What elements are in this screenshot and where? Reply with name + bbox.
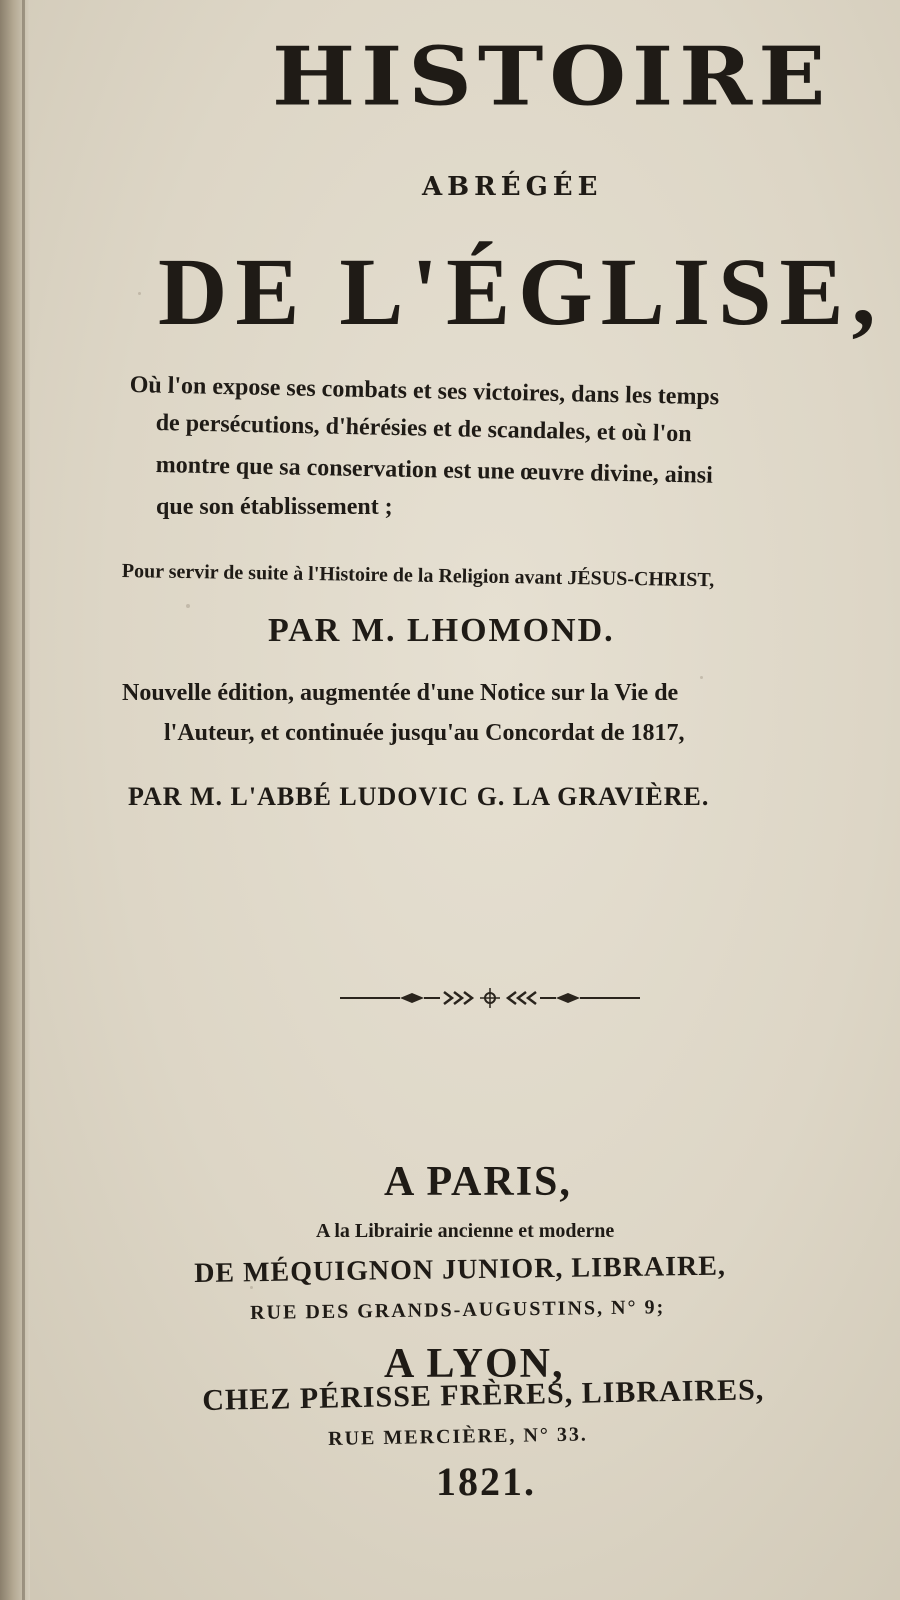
editor-line: PAR M. L'ABBÉ LUDOVIC G. LA GRAVIÈRE.	[128, 782, 710, 811]
imprint-librairie: A la Librairie ancienne et moderne	[316, 1220, 615, 1242]
title-subtitle: ABRÉGÉE	[422, 172, 603, 202]
author-line: PAR M. LHOMOND.	[268, 612, 615, 649]
page-text-block	[40, 0, 900, 1600]
title-church: DE L'ÉGLISE,	[158, 238, 884, 345]
purpose-line: Pour servir de suite à l'Histoire de la Religion avant JÉSUS-CHRIST,	[121, 560, 715, 592]
edition-line: l'Auteur, et continuée jusqu'au Concordat de 1817,	[164, 720, 685, 746]
book-binding-edge	[0, 0, 30, 1600]
imprint-street-lyon: RUE MERCIÈRE, N° 33.	[328, 1423, 589, 1450]
edition-line: Nouvelle édition, augmentée d'une Notice sur la Vie de	[122, 680, 679, 706]
imprint-street-paris: RUE DES GRANDS-AUGUSTINS, N° 9;	[250, 1296, 666, 1324]
description-line: de persécutions, d'hérésies et de scandales, et où l'on	[155, 410, 692, 448]
description-line: que son établissement ;	[156, 494, 393, 520]
description-line: Où l'on expose ses combats et ses victoires, dans les temps	[129, 372, 720, 411]
imprint-publisher-paris: DE MÉQUIGNON JUNIOR, LIBRAIRE,	[194, 1250, 727, 1289]
title-main: HISTOIRE	[272, 28, 832, 124]
description-line: montre que sa conservation est une œuvre divine, ainsi	[155, 452, 714, 489]
imprint-city-paris: A PARIS,	[384, 1159, 572, 1205]
imprint-publisher-lyon: CHEZ PÉRISSE FRÈRES, LIBRAIRES,	[202, 1373, 765, 1417]
imprint-year: 1821.	[436, 1459, 536, 1504]
imprint-city-lyon: A LYON,	[384, 1341, 565, 1387]
ornament-divider-icon	[340, 986, 640, 1010]
